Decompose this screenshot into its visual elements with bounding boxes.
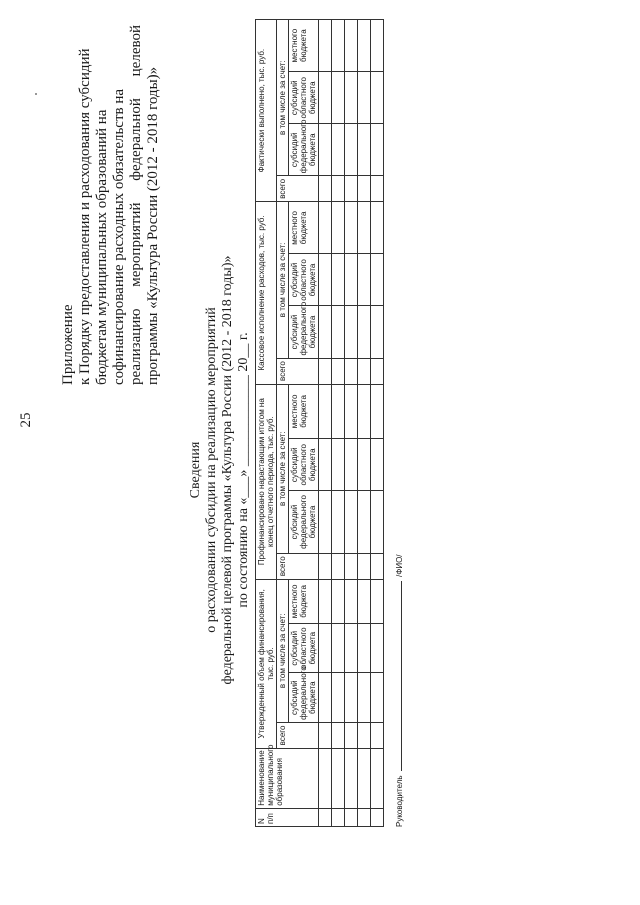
table-cell xyxy=(332,124,345,176)
table-cell xyxy=(332,491,345,553)
table-cell xyxy=(332,384,345,439)
table-cell xyxy=(371,176,384,202)
table-cell xyxy=(319,439,332,491)
header-local-budget: местного бюджета xyxy=(289,579,319,623)
title-line: о расходовании субсидии на реализацию мероприятий xyxy=(204,307,219,633)
table-cell xyxy=(371,384,384,439)
table-cell xyxy=(371,808,384,826)
header-local-budget: местного бюджета xyxy=(289,202,319,254)
table-cell xyxy=(319,254,332,306)
header-federal-subsidy: субсидий федерального бюджета xyxy=(289,673,319,722)
table-cell xyxy=(345,748,358,808)
table-cell xyxy=(345,808,358,826)
table-cell xyxy=(345,254,358,306)
table-cell xyxy=(319,384,332,439)
signature-label: Руководитель xyxy=(395,775,404,827)
table-cell xyxy=(371,748,384,808)
table-cell xyxy=(332,202,345,254)
appendix-line: программы «Культура России (2012 - 2018 годы)» xyxy=(145,66,161,385)
table-cell xyxy=(358,176,371,202)
table-cell xyxy=(319,202,332,254)
table-cell xyxy=(358,722,371,748)
table-cell xyxy=(319,491,332,553)
signature-line xyxy=(395,327,404,827)
header-regional-subsidy: субсидий областного бюджета xyxy=(289,439,319,491)
table-cell xyxy=(332,553,345,579)
table-cell xyxy=(358,72,371,124)
appendix-word: целевой xyxy=(128,25,144,77)
appendix-header xyxy=(60,25,162,385)
table-cell xyxy=(345,176,358,202)
scan-speck xyxy=(35,93,37,95)
appendix-word: реализацию xyxy=(128,308,144,385)
table-cell xyxy=(371,306,384,358)
table-cell xyxy=(319,579,332,623)
table-cell xyxy=(358,124,371,176)
table-cell xyxy=(371,124,384,176)
header-regional-subsidy: субсидий областного бюджета xyxy=(289,72,319,124)
table-cell xyxy=(358,491,371,553)
header-total: всего xyxy=(277,722,319,748)
table-cell xyxy=(319,673,332,722)
table-cell xyxy=(358,202,371,254)
header-number: N п/п xyxy=(256,808,319,826)
table-cell xyxy=(371,202,384,254)
table-cell xyxy=(319,176,332,202)
header-including: в том числе за счет: xyxy=(277,384,289,553)
table-cell xyxy=(358,20,371,72)
table-cell xyxy=(371,72,384,124)
table-cell xyxy=(332,358,345,384)
table-cell xyxy=(345,20,358,72)
table-cell xyxy=(332,673,345,722)
appendix-line: к Порядку предоставления и расходования субсидий xyxy=(77,48,93,385)
table-cell xyxy=(332,176,345,202)
header-federal-subsidy: субсидий федерального бюджета xyxy=(289,306,319,358)
table-cell xyxy=(345,202,358,254)
page-number: 25 xyxy=(18,412,34,428)
header-federal-subsidy: субсидий федерального бюджета xyxy=(289,124,319,176)
table-cell xyxy=(358,624,371,673)
table-cell xyxy=(345,384,358,439)
report-title xyxy=(188,255,252,685)
table-cell xyxy=(345,624,358,673)
table-cell xyxy=(358,254,371,306)
table-cell xyxy=(319,20,332,72)
table-cell xyxy=(319,808,332,826)
table-row xyxy=(332,20,345,827)
table-cell xyxy=(371,254,384,306)
table-cell xyxy=(371,491,384,553)
header-profinanced: Профинансировано нарастающим итогом на конец отчетного периода, тыс. руб. xyxy=(256,384,277,579)
table-cell xyxy=(319,553,332,579)
table-cell xyxy=(332,20,345,72)
table-cell xyxy=(371,579,384,623)
table-cell xyxy=(345,673,358,722)
signature-fio: /ФИО/ xyxy=(395,554,404,577)
table-cell xyxy=(345,439,358,491)
header-total: всего xyxy=(277,176,319,202)
header-including: в том числе за счет: xyxy=(277,579,289,722)
header-including: в том числе за счет: xyxy=(277,202,289,358)
header-including: в том числе за счет: xyxy=(277,20,289,176)
table-cell xyxy=(332,72,345,124)
table-cell xyxy=(371,553,384,579)
table-cell xyxy=(345,72,358,124)
table-cell xyxy=(345,124,358,176)
header-row xyxy=(256,20,277,827)
title-line: федеральной целевой программы «Культура России (2012 - 2018 годы)» xyxy=(220,255,235,685)
table-cell xyxy=(319,124,332,176)
table-cell xyxy=(345,553,358,579)
table-cell xyxy=(358,358,371,384)
appendix-word: мероприятий xyxy=(128,202,144,287)
header-approved: Утвержденный объем финансирования, тыс. руб. xyxy=(256,579,277,748)
header-total: всего xyxy=(277,358,319,384)
table-row xyxy=(345,20,358,827)
table-cell xyxy=(332,722,345,748)
header-federal-subsidy: субсидий федерального бюджета xyxy=(289,491,319,553)
table-cell xyxy=(371,722,384,748)
table-cell xyxy=(345,306,358,358)
table-cell xyxy=(358,553,371,579)
table-cell xyxy=(332,254,345,306)
table-cell xyxy=(332,808,345,826)
header-actual: Фактически выполнено, тыс. руб. xyxy=(256,20,277,202)
table-cell xyxy=(345,491,358,553)
table-row xyxy=(371,20,384,827)
table-cell xyxy=(371,624,384,673)
table-cell xyxy=(358,439,371,491)
header-regional-subsidy: субсидий областного бюджета xyxy=(289,254,319,306)
appendix-justified-line xyxy=(128,25,145,385)
header-regional-subsidy: субсидий областного бюджета xyxy=(289,624,319,673)
table-cell xyxy=(371,439,384,491)
table-cell xyxy=(332,579,345,623)
header-cash-execution: Кассовое исполнение расходов, тыс. руб. xyxy=(256,202,277,384)
appendix-line: бюджетам муниципальных образований на xyxy=(94,109,110,385)
table-cell xyxy=(345,358,358,384)
table-cell xyxy=(332,306,345,358)
table-cell xyxy=(371,673,384,722)
table-cell xyxy=(319,624,332,673)
table-cell xyxy=(345,579,358,623)
table-cell xyxy=(319,72,332,124)
table-cell xyxy=(332,439,345,491)
table-cell xyxy=(319,358,332,384)
signature-blank xyxy=(401,581,402,771)
header-local-budget: местного бюджета xyxy=(289,20,319,72)
table-cell xyxy=(332,624,345,673)
table-cell xyxy=(358,384,371,439)
title-line: Сведения xyxy=(188,441,203,499)
table-cell xyxy=(345,722,358,748)
title-line: по состоянию на «___» _____________ 20__ г. xyxy=(236,332,251,608)
header-row xyxy=(289,20,319,827)
appendix-line: софинансирование расходных обязательств на xyxy=(111,88,127,385)
header-row xyxy=(277,20,289,827)
table-cell xyxy=(358,673,371,722)
table-body xyxy=(319,20,384,827)
table-cell xyxy=(319,748,332,808)
table-row xyxy=(319,20,332,827)
appendix-word: федеральной xyxy=(128,98,144,181)
header-total: всего xyxy=(277,553,319,579)
appendix-line: Приложение xyxy=(60,304,76,385)
table-cell xyxy=(358,306,371,358)
table-cell xyxy=(319,306,332,358)
table-cell xyxy=(358,748,371,808)
table-cell xyxy=(358,579,371,623)
header-local-budget: местного бюджета xyxy=(289,384,319,439)
subsidy-report-table xyxy=(255,19,384,827)
header-municipality: Наименование муниципального образования xyxy=(256,748,319,808)
table-row xyxy=(358,20,371,827)
table-cell xyxy=(371,20,384,72)
table-cell xyxy=(358,808,371,826)
table-cell xyxy=(319,722,332,748)
table-cell xyxy=(371,358,384,384)
table-cell xyxy=(332,748,345,808)
